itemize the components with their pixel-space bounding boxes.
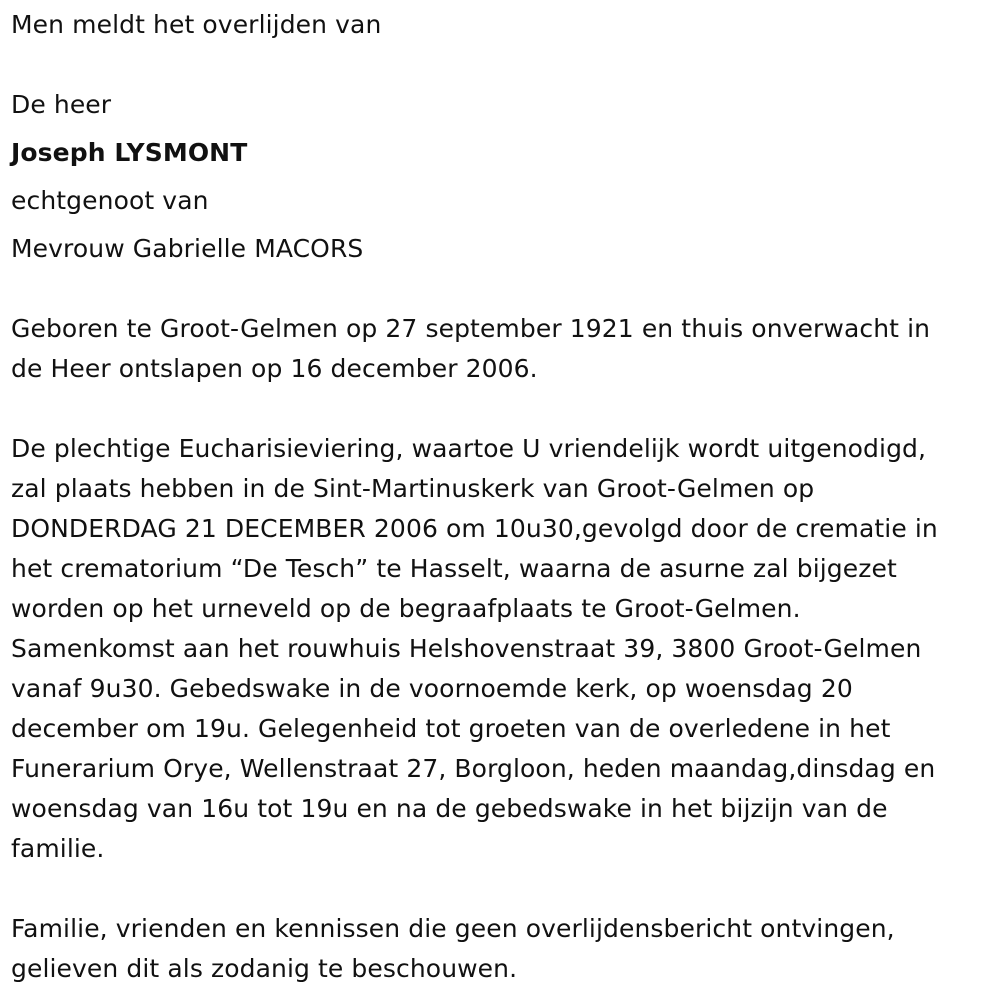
spouse-name: Mevrouw Gabrielle MACORS [11, 234, 364, 263]
ceremony-paragraph [11, 429, 981, 869]
relation-text: echtgenoot van [11, 186, 209, 215]
ceremony-line: familie. [11, 834, 105, 863]
ceremony-line: worden op het urneveld op de begraafplaats te Groot-Gelmen. [11, 594, 801, 623]
ceremony-line: De plechtige Eucharisieviering, waartoe U vriendelijk wordt uitgenodigd, [11, 434, 927, 463]
ceremony-line: het crematorium “De Tesch” te Hasselt, waarna de asurne zal bijgezet [11, 554, 897, 583]
birth-death-paragraph [11, 309, 981, 389]
ceremony-line: DONDERDAG 21 DECEMBER 2006 om 10u30,gevolgd door de crematie in [11, 514, 938, 543]
ceremony-line: Samenkomst aan het rouwhuis Helshovenstraat 39, 3800 Groot-Gelmen [11, 634, 922, 663]
intro-text: Men meldt het overlijden van [11, 10, 382, 39]
closing-line: Familie, vrienden en kennissen die geen overlijdensbericht ontvingen, [11, 914, 895, 943]
closing-line: gelieven dit als zodanig te beschouwen. [11, 954, 518, 983]
title-prefix: De heer [11, 90, 112, 119]
ceremony-line: Funerarium Orye, Wellenstraat 27, Borgloon, heden maandag,dinsdag en [11, 754, 936, 783]
birth-death-line: de Heer ontslapen op 16 december 2006. [11, 354, 538, 383]
ceremony-line: zal plaats hebben in de Sint-Martinuskerk van Groot-Gelmen op [11, 474, 815, 503]
closing-paragraph [11, 909, 981, 989]
ceremony-line: woensdag van 16u tot 19u en na de gebedswake in het bijzijn van de [11, 794, 888, 823]
birth-death-line: Geboren te Groot-Gelmen op 27 september 1921 en thuis onverwacht in [11, 314, 931, 343]
deceased-name: Joseph LYSMONT [11, 138, 248, 167]
ceremony-line: december om 19u. Gelegenheid tot groeten van de overledene in het [11, 714, 891, 743]
ceremony-line: vanaf 9u30. Gebedswake in de voornoemde kerk, op woensdag 20 [11, 674, 853, 703]
